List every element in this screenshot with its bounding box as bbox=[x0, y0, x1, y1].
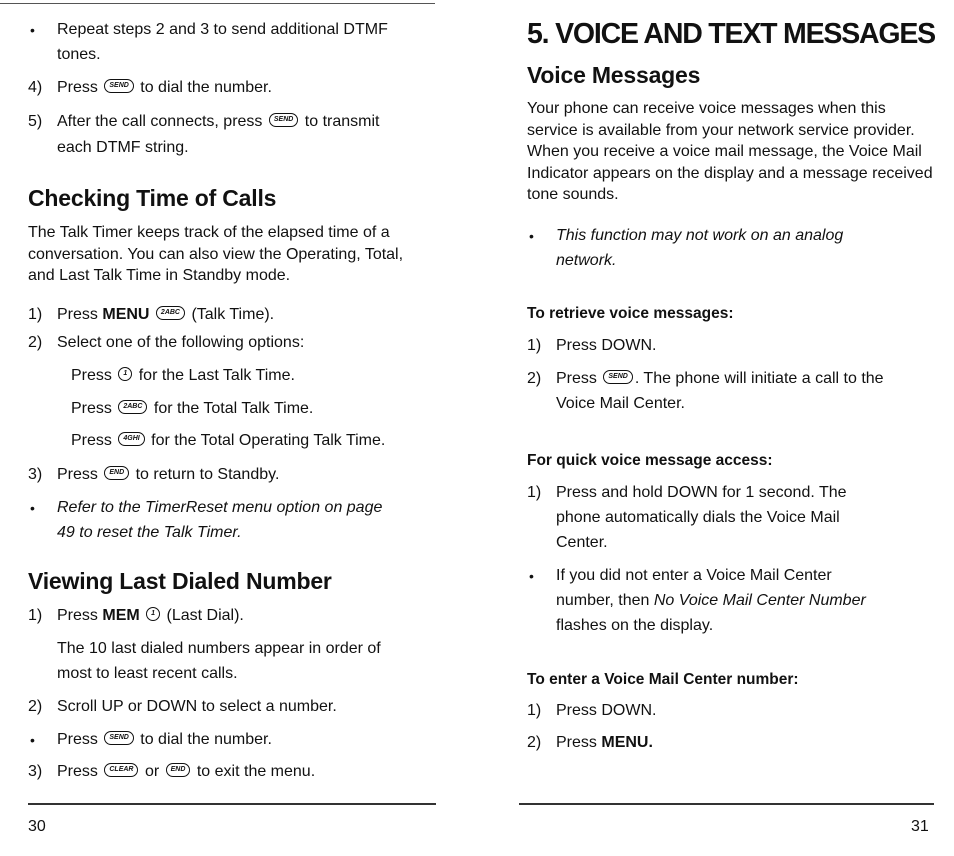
bullet-icon: • bbox=[529, 568, 534, 584]
one-key-icon: 1 bbox=[146, 607, 160, 621]
send-key-icon: SEND bbox=[104, 731, 133, 745]
subheading: For quick voice message access: bbox=[527, 452, 773, 469]
paragraph: The Talk Timer keeps track of the elapsed time of a conversation. You can also view the Operating, Total, and Last Talk Time in Standby mode. bbox=[28, 224, 404, 284]
section-heading: Checking Time of Calls bbox=[28, 185, 277, 211]
section-heading: Voice Messages bbox=[527, 62, 701, 88]
send-key-icon: SEND bbox=[104, 79, 133, 93]
section-heading: Viewing Last Dialed Number bbox=[28, 568, 332, 594]
end-key-icon: END bbox=[166, 763, 191, 777]
page-number: 31 bbox=[911, 818, 929, 835]
footer-rule bbox=[28, 803, 436, 805]
top-rule bbox=[0, 3, 435, 4]
bullet-icon: • bbox=[30, 732, 35, 748]
end-key-icon: END bbox=[104, 466, 129, 480]
chapter-title: 5. VOICE AND TEXT MESSAGES bbox=[527, 18, 935, 50]
subheading: To enter a Voice Mail Center number: bbox=[527, 671, 799, 688]
bullet-icon: • bbox=[30, 500, 35, 516]
send-key-icon: SEND bbox=[603, 370, 632, 384]
four-key-icon: 4GHI bbox=[118, 432, 144, 446]
footer-rule bbox=[519, 803, 934, 805]
two-key-icon: 2ABC bbox=[118, 400, 147, 414]
send-key-icon: SEND bbox=[269, 113, 298, 127]
option-item: Press 1 for the Last Talk Time. bbox=[71, 367, 295, 384]
option-item: Press 2ABC for the Total Talk Time. bbox=[71, 400, 314, 417]
paragraph: Your phone can receive voice messages when this service is available from your network service provider. When you receive a voice mail message, the Voice Mail Indicator appears on the display and a message received tone sounds. bbox=[527, 100, 933, 203]
two-key-icon: 2ABC bbox=[156, 306, 185, 320]
clear-key-icon: CLEAR bbox=[104, 763, 138, 777]
page-number: 30 bbox=[28, 818, 46, 835]
subheading: To retrieve voice messages: bbox=[527, 305, 734, 322]
bullet-icon: • bbox=[529, 228, 534, 244]
option-item: Press 4GHI for the Total Operating Talk Time. bbox=[71, 432, 386, 449]
one-key-icon: 1 bbox=[118, 367, 132, 381]
bullet-icon: • bbox=[30, 22, 35, 38]
